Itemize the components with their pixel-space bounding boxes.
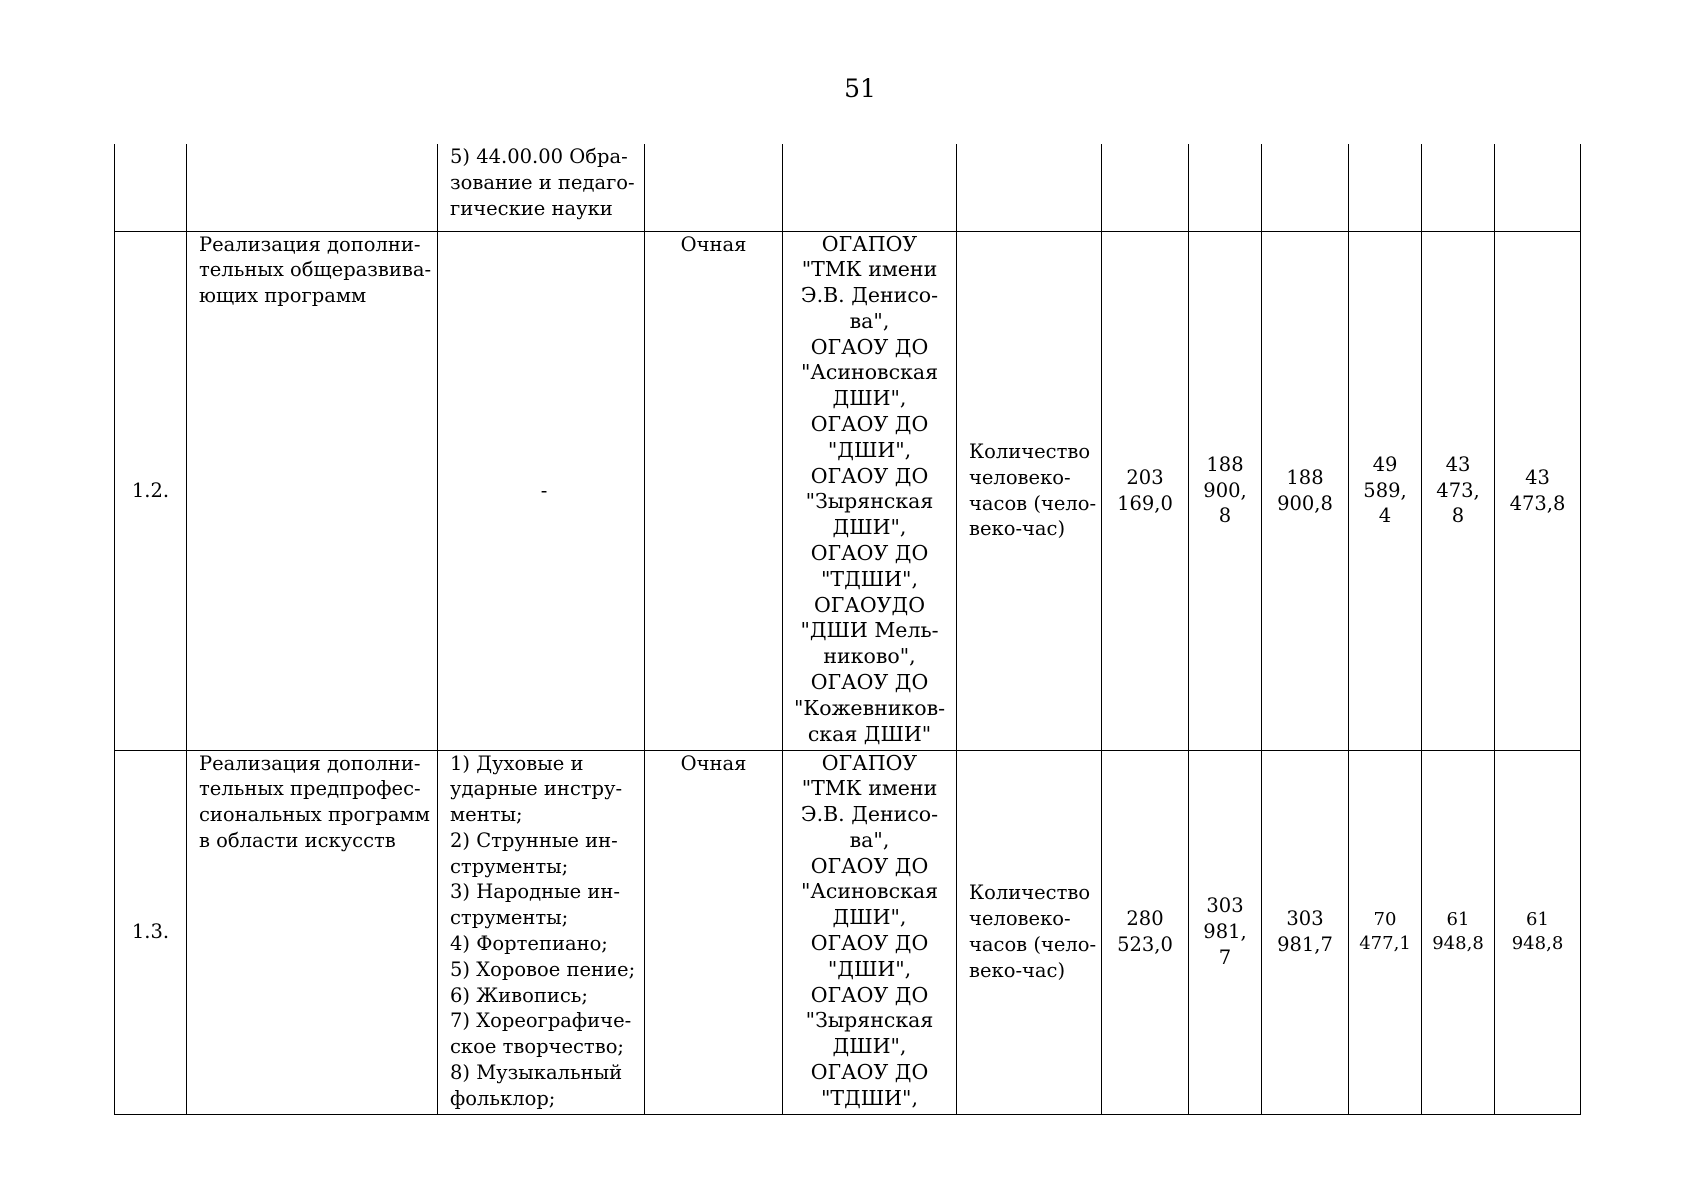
cell-line: 43 [1525,465,1550,489]
value-5 [1422,750,1495,1114]
cell-line: ОГАПОУ [821,231,918,256]
cell-line: ОГАОУ ДО [810,334,929,359]
cell-line: 8) Музыкальный [450,1061,623,1085]
value-5 [1422,144,1495,231]
cell-line: 900,8 [1277,491,1333,515]
cell-line: 473,8 [1509,491,1566,515]
cell-line: ДШИ", [832,515,907,540]
cell-line: ОГАОУ ДО [810,412,929,437]
institutions [783,144,957,231]
value-4 [1349,750,1422,1114]
cell-line: 948,8 [1511,933,1564,954]
value-3 [1262,144,1349,231]
cell-line: 8 [1451,504,1465,528]
cell-line: Э.В. Денисо- [800,283,939,308]
cell-line: 70 [1373,909,1397,930]
cell-line: 188 [1206,452,1244,476]
cell-line: 7) Хореографиче- [450,1009,632,1033]
education-form [645,144,783,231]
cell-line: часов (чело- [969,933,1097,956]
cell-line: ОГАОУ ДО [810,541,929,566]
row-number: 1.2. [115,231,187,750]
cell-line: ОГАОУ ДО [810,670,929,695]
value-4 [1349,231,1422,750]
cell-line: ДШИ", [832,905,907,930]
cell-line: человеко- [969,465,1071,489]
cell-line: струменты; [450,854,569,878]
value-5 [1422,231,1495,750]
cell-line: 3) Народные ин- [450,880,620,904]
cell-line: Реализация дополни- [199,751,421,775]
value-4 [1349,144,1422,231]
service-name [187,750,438,1114]
cell-line: ОГАОУДО [814,592,925,617]
cell-line: 188 [1286,465,1324,489]
cell-line: 473, [1436,478,1480,502]
value-6 [1495,750,1581,1114]
cell-line: "ДШИ", [827,437,912,462]
cell-line: 4) Фортепиано; [450,932,608,956]
cell-line: "ТМК имени [801,776,938,801]
value-3 [1262,231,1349,750]
cell-line: 981,7 [1277,933,1333,956]
cell-line: "Зырянская [805,1008,934,1033]
table-row [115,750,1581,1114]
cell-line: 5) 44.00.00 Обра- [450,145,628,168]
cell-line: 303 [1286,907,1324,931]
institutions [783,231,957,750]
cell-line: менты; [450,803,523,827]
value-3 [1262,750,1349,1114]
cell-line: 303 [1206,894,1244,918]
cell-line: "Зырянская [805,489,934,514]
value-1 [1102,750,1189,1114]
institutions [783,750,957,1114]
cell-line: 1) Духовые и [450,751,584,775]
cell-line: ОГАОУ ДО [810,463,929,488]
service-specialties [438,144,645,231]
value-2 [1189,144,1262,231]
cell-line: 49 [1372,452,1398,476]
value-1 [1102,144,1189,231]
value-6 [1495,144,1581,231]
cell-line: Реализация дополни- [199,232,421,256]
cell-line: "ТДШИ", [821,566,918,591]
service-specialties [438,750,645,1114]
cell-line: веко-час) [969,958,1066,982]
cell-line: ское творчество; [450,1035,625,1059]
value-6 [1495,231,1581,750]
cell-line: 8 [1218,504,1232,528]
cell-line: 6) Живопись; [450,983,588,1007]
cell-line: 5) Хоровое пение; [450,957,636,981]
cell-line: 900, [1203,478,1247,502]
cell-line: ва", [849,308,890,333]
cell-line: "ТМК имени [801,257,938,282]
cell-line: Количество [969,439,1091,463]
cell-line: сиональных программ [199,803,430,827]
cell-line: 61 [1446,909,1470,930]
value-1 [1102,231,1189,750]
cell-line: 589, [1363,478,1407,502]
cell-line: человеко- [969,907,1071,931]
unit-of-measure [957,144,1102,231]
cell-line: 203 [1126,465,1164,489]
service-name [187,144,438,231]
cell-line: 948,8 [1432,933,1484,954]
cell-line: гические науки [450,196,613,220]
cell-line: Количество [969,881,1091,905]
cell-line: зование и педаго- [450,170,635,194]
cell-line: ОГАПОУ [821,750,918,775]
service-name [187,231,438,750]
cell-line: ская ДШИ" [807,721,932,746]
cell-line: 43 [1445,452,1471,476]
cell-line: 61 [1526,909,1549,930]
education-form: Очная [645,231,783,750]
cell-line: ОГАОУ ДО [810,853,929,878]
cell-line: 4 [1378,504,1392,528]
cell-line: - [540,478,548,502]
cell-line: ОГАОУ ДО [810,931,929,956]
cell-line: струменты; [450,906,569,930]
education-form: Очная [645,750,783,1114]
cell-line: 2) Струнные ин- [450,828,618,852]
services-table [114,144,1581,1115]
cell-line: ва", [849,827,890,852]
cell-line: "ДШИ Мель- [800,618,939,643]
service-specialties [438,231,645,750]
cell-line: 477,1 [1359,933,1411,954]
cell-line: веко-час) [969,517,1066,541]
cell-line: в области искусств [199,828,396,852]
cell-line: ОГАОУ ДО [810,982,929,1007]
table-row [115,231,1581,750]
cell-line: часов (чело- [969,491,1097,515]
row-number: 1.3. [115,750,187,1114]
cell-line: 523,0 [1117,933,1173,956]
cell-line: ударные инстру- [450,777,623,801]
cell-line: 981, [1203,920,1247,944]
cell-line: 7 [1218,945,1232,969]
table-row [115,144,1581,231]
cell-line: фольклор; [450,1086,556,1110]
unit-of-measure [957,231,1102,750]
row-number [115,144,187,231]
cell-line: тельных предпрофес- [199,777,421,801]
cell-line: 280 [1126,907,1164,931]
unit-of-measure [957,750,1102,1114]
value-2 [1189,750,1262,1114]
cell-line: Э.В. Денисо- [800,802,939,827]
cell-line: "Асиновская [800,360,939,385]
cell-line: "ТДШИ", [821,1085,918,1110]
cell-line: ДШИ", [832,386,907,411]
cell-line: 169,0 [1117,491,1173,515]
cell-line: "Кожевников- [793,695,946,720]
cell-line: тельных общеразвива- [199,258,432,282]
value-2 [1189,231,1262,750]
cell-line: ОГАОУ ДО [810,1060,929,1085]
cell-line: "Асиновская [800,879,939,904]
page-number: 51 [844,74,876,103]
cell-line: ющих программ [199,284,367,308]
cell-line: никово", [823,644,916,669]
cell-line: "ДШИ", [827,956,912,981]
cell-line: ДШИ", [832,1034,907,1059]
